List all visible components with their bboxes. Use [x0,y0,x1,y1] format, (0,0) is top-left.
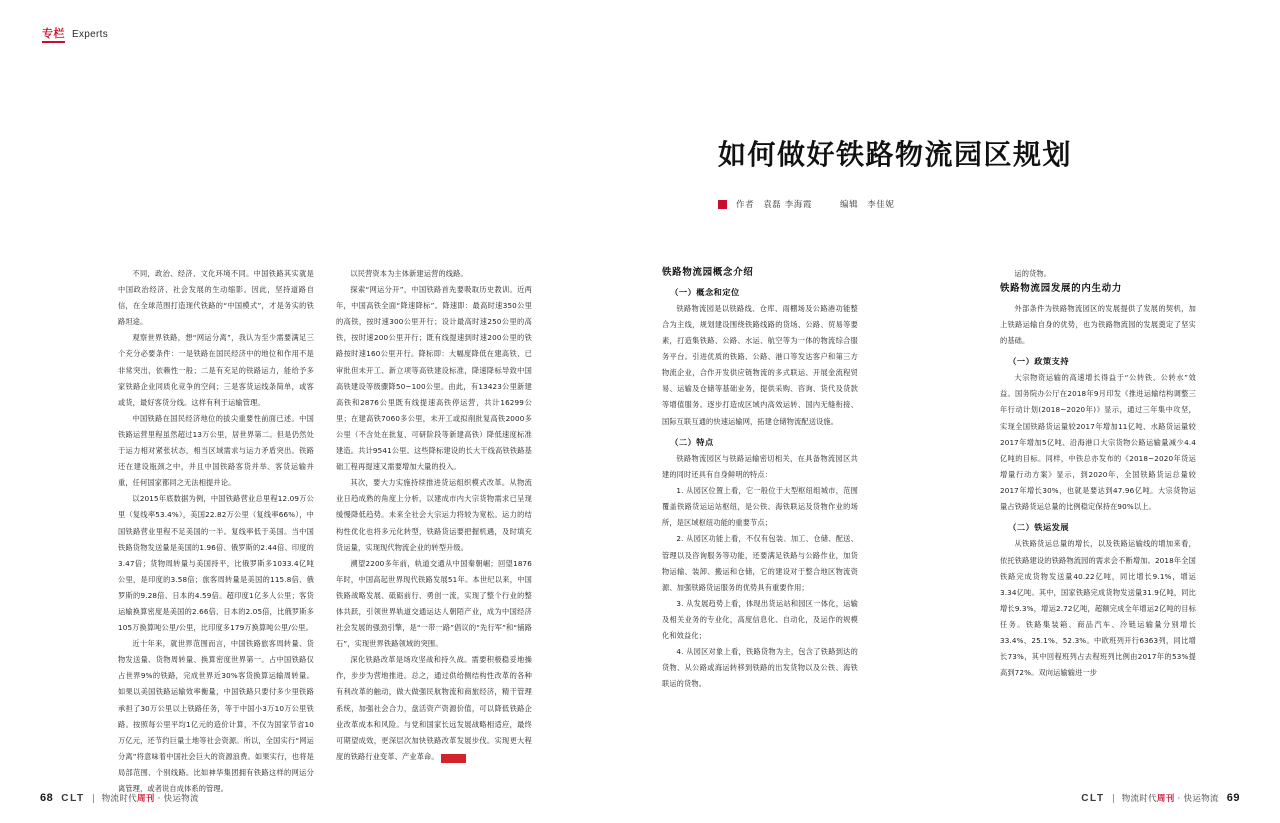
body-paragraph: 以2015年底数据为例，中国铁路营业总里程12.09万公里（复线率53.4%），美国22.82万公里（复线率66%），中国铁路营业里程不足美国的一半。复线率低于美国。当中国铁路货物发送量是美国的1.96倍、俄罗斯的2.44倍、印度的3.47倍；货物周转量与美国持平，比俄罗斯多1033.4亿吨公里，是印度的3.58倍；旅客周转量是美国的115.8倍、俄罗斯的9.28倍、日本的4.59倍。超印度1亿多人公里；客货运输换算密度是美国的2.66倍、日本的2.05倍，比俄罗斯多105万换算吨公里/公里，比印度多179万换算吨公里/公里。 [118,494,314,633]
byline-editor-label: 编辑 [840,200,859,210]
body-paragraph: 深化铁路改革是场攻坚战和持久战。需要积极稳妥地操作，步步为营地推进。总之，通过供给侧结构性改革的各种有利改革的触动，做大做强民航物流和商旅经济，精干管理系统，加强社会合力，盘活资产资源价值，可以降低铁路企业改革成本和风险。与党和国家长远发展战略相适应，最终可期望成效，更深层次加快铁路改革发展步伐。实现更大程度的铁路行业变革、产业革命。 ● [336,655,532,762]
section-subheading: （二）铁运发展 [1008,522,1070,533]
publication-highlight-right: 周刊 [1156,794,1175,804]
body-paragraph: 观察世界铁路，想“网运分离”，我认为至少需要满足三个充分必要条件：一是铁路在国民经济中的地位和作用不是非常突出，依赖性一般；二是有充足的铁路运力，能给予多家铁路企业同质化竞争的空间；三是客货运线条简单，或客或货，最好客货分线。这样有利于运输管理。 [118,333,314,407]
body-paragraph: 其次，要大力实施持续推进货运组织模式改革。从物流业日趋成熟的角度上分析，以建成市内大宗货物需求已呈现缓慢降低趋势。未来全社会大宗运力将较为宽松。运力的结构性优化也将多元化转型，铁路货运要把握机遇，及时填充货运量，实现现代物流企业的转型升级。 [336,478,532,552]
text-column-1 [118,266,314,793]
body-paragraph: 运的货物。 [1014,269,1052,278]
body-paragraph: 探索“网运分开”，中国铁路首先要吸取历史教训。近两年，中国高铁全面“降速降标”。降速即：最高时速350公里的高铁，按时速300公里开行；设计最高时速250公里的高铁，按时速200公里开行；既有线提速到时速200公里的铁路按时速160公里开行。降标即：大幅度降低在建高铁、已审批但未开工、新立项等高铁建设标准，降速降标导致中国高铁建设等级骤降50~100公里。由此，有13423公里新建高铁和2876公里既有线提速高铁停运营，共计16299公里；在建高铁7060多公里，未开工或拟削批复高铁2000多公里（不含处在批复、可研阶段等新建高铁）降低速度标准建造。共计9541公里。这些降标建设的长大干线高铁铁路基础工程再提速又需要增加大量的投入。 [336,285,532,472]
byline-author-label: 作者 [736,200,755,210]
page-number-right: 69 [1226,792,1240,804]
text-column-4 [1000,266,1196,760]
byline-marker-icon [718,200,727,209]
body-paragraph: 近十年来，就世界范围而言，中国铁路旅客周转量、货物发送量、货物周转量、换算密度世界第一。占中国铁路仅占世界9%的铁路，完成世界近30%客货换算运输周转量。如果以美国铁路运输效率衡量，中国铁路只要付多少里铁路承担了30万公里以上铁路任务，等于中国小3万10万公里铁路。按照每公里平均1亿元的造价计算，不仅为国家节省10万亿元，还节约巨量土地等社会资源。所以，全国实行“网运分离”将意味着中国社会巨大的资源浪费。如果实行，也将是局部范围、个别线路。比如神华集团拥有铁路这样的网运分离管理，或者说自成体系的管理。 [118,639,314,793]
page-number-left: 68 [40,792,54,804]
end-of-article-marker-icon: ● [441,754,466,763]
text-column-3 [662,266,858,760]
publication-section-right: · 快运物流 [1177,794,1219,804]
byline [718,198,1238,210]
text-column-2 [336,266,532,760]
running-head [42,28,108,43]
body-paragraph: 外部条件为铁路物流园区的发展提供了发展的契机，加上铁路运输自身的优势，也为铁路物流园的发展奠定了坚实的基础。 [1000,303,1196,345]
publication-section-left: · 快运物流 [157,794,199,804]
section-heading: 铁路物流园发展的内生动力 [1000,283,1123,295]
body-paragraph: 铁路物流园区与铁路运输密切相关，在具备物流园区共建的同时还具有自身鲜明的特点： [662,453,858,480]
section-heading: 铁路物流园概念介绍 [662,267,754,278]
body-paragraph: 溯望2200多年前，轨道交通从中国秦朝崛；回望1876年时，中国高起世界现代铁路发展51年。本世纪以来，中国铁路战略发展、砥砺前行、勇创一流，实现了整个行业的整体共跃，引领世界轨道交通运达人朝陌产业，成为中国经济社会发展的强劲引擎，是“一带一路”倡议的“先行军”和“铺路石”，实现世界铁路领域的突围。 [336,558,532,649]
body-paragraph: 大宗物资运输的高速增长得益于“公转铁、公转水”效益。国务院办公厅在2018年9月印发《推进运输结构调整三年行动计划(2018~2020年)》显示，通过三年集中攻坚，实现全国铁路货运量较2017年增加11亿吨、水路货运量较2017年增加5亿吨、沿海港口大宗货物公路运输量减少4.4亿吨的目标。同样，中铁总亦发布的《2018~2020年货运增量行动方案》显示，到2020年，全国铁路货运总量较2017年增长30%，也就是要达到47.96亿吨。大宗货物运量占铁路货运总量的比例稳定保持在90%以上。 [1000,373,1196,512]
divider [93,794,94,803]
body-paragraph: 中国铁路在国民经济地位的拔尖重要性前面已述。中国铁路运营里程虽然超过13万公里，居世界第二。但是仍然处于运力相对紧张状态，相当区域需求与运力矛盾突出。铁路还在建设瓶颈之中，并且中国铁路客货并举、客货运输并重，任何国家都同之无法相提并论。 [118,413,314,488]
brand-right: CLT [1081,792,1105,804]
footer-left [40,792,199,804]
body-paragraph: 2. 从园区功能上看，不仅有包装、加工、仓储、配送、管理以及咨询服务等功能，还要满足铁路与公路作业，加货物运输、装卸、搬运和仓储，它的建设对于整合地区物流资源、加强铁路货运服务的优势具有重要作用； [662,534,858,592]
body-paragraph: 以民营资本为主体新建运营的线路。 [350,269,468,278]
body-paragraph: 铁路物流园是以铁路线、仓库、雨棚场及公路港功能整合为主线，规划建设围绕铁路线路的货场、公路、贸易等要素，打造集铁路、公路、水运、航空等为一体的物流综合服务平台。引进优质的铁路、公路、港口等发达客户和第三方物流企业，合作开发供应链物流的多式联运、开展金流程贸易、运输及仓储等基础业务，提供采购、咨询、货代及货款等增值服务。逐步打造成区域内高效运转、国内无缝衔接、国际互联互通的快速运输网，拓建仓储物流配送设施。 [662,303,858,426]
body-paragraph: 3. 从发展趋势上看，体现出货运站和园区一体化，运输及相关业务的专业化，高度信息化、自动化，及运作的规模化和效益化； [662,598,858,640]
body-paragraph: 不同，政治、经济、文化环境不同。中国铁路其实就是中国政治经济、社会发展的生动缩影。因此，坚持道路自信，在全球范围打造现代铁路的“中国模式”，才是务实的铁路坦途。 [118,269,314,327]
publication-highlight-left: 周刊 [136,794,155,804]
body-paragraph: 4. 从园区对象上看，铁路货物为主，包含了铁路到达的货物、从公路或海运转移到铁路的出发货物以及公铁、海铁联运的货物。 [662,647,858,689]
divider [1113,794,1114,803]
brand-left: CLT [61,792,85,804]
publication-name-right: 物流时代 [1121,794,1157,804]
section-subheading: （一）政策支持 [1008,356,1070,366]
running-head-cn: 专栏 [42,28,65,43]
body-paragraph: 从铁路货运总量的增长，以及铁路运输线的增加来看，依托铁路建设的铁路物流园的需求会不断增加。2018年全国铁路完成货物发送量40.22亿吨，同比增长9.1%，增运3.34亿吨。其中，国家铁路完成货物发送量31.9亿吨，同比增长9.3%，增运2.72亿吨，超额完成全年增运2亿吨的目标任务。铁路集装箱、商品汽车、冷链运输量分别增长33.4%、25.1%、52.3%。中欧班列开行6363列，同比增长73%，其中回程班列占去程班列比例由2017年的53%提高到72%。双向运输输进一步 [1000,539,1196,678]
page-title: 如何做好铁路物流园区规划 [718,138,1073,171]
byline-authors: 袁磊 李海霞 [763,200,813,210]
body-paragraph: 1. 从园区位置上看，它一般位于大型枢纽组城市，范围覆盖铁路货运运站枢纽，是公铁、海铁联运及货物作业的场所，是区域枢纽功能的重要节点； [662,486,858,528]
title-block [718,137,1238,210]
publication-right [1122,792,1219,804]
running-head-en: Experts [72,29,109,40]
publication-name-left: 物流时代 [101,794,137,804]
publication-left [102,792,199,804]
section-subheading: （一）概念和定位 [670,286,740,297]
footer-right [1081,792,1240,804]
section-subheading: （二）特点 [670,436,714,447]
byline-editors: 李佳妮 [867,200,895,210]
